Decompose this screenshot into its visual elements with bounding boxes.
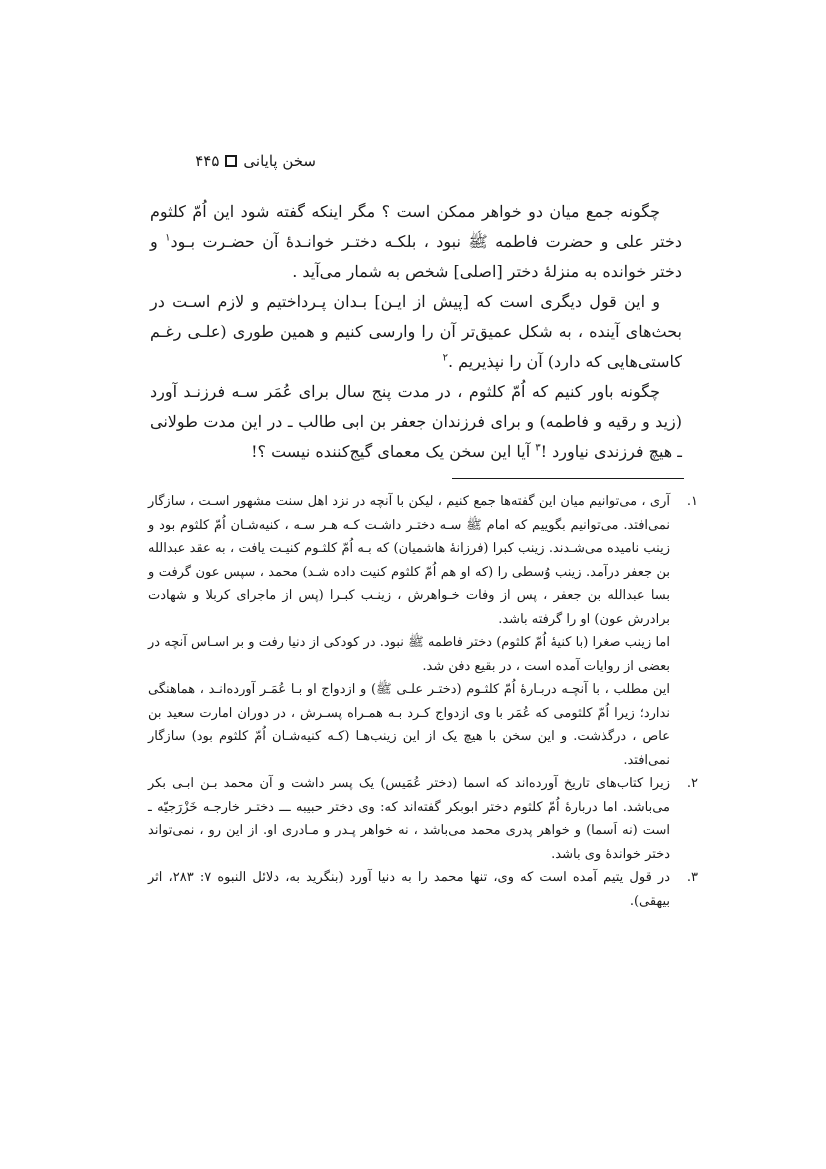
paragraph-1-text: چگونه جمع میان دو خواهر ممکن است ؟ مگر اینکه گفته شود این اُمّ کلثوم دختر علی و حضرت فاطمه ﷺ نبود ، بلکـه دختـر خوانـدهٔ آن حضـرت بـود (150, 202, 683, 251)
footnote-1-continuation-a: اما زینب صغرا (با کنیهٔ اُمّ کلثوم) دختر فاطمه ﷺ نبود. در کودکی از دنیا رفت و بر اسـاس آنچه در بعضی از روایات آمده است ، در بقیع دفن شد. (148, 635, 670, 674)
header-title: سخن پایانی (243, 152, 316, 170)
paragraph-1-end: و دختر خوانده به منزلهٔ دختر [اصلی] شخص به شمار می‌آید . (150, 232, 682, 281)
footnote-1-continuation-b: این مطلب ، با آنچـه دربـارهٔ اُمّ کلثـوم (دختـر علـی ﷺ) و ازدواج او بـا عُمَـر آورده‌انـد ، هماهنگی ندارد؛ زیرا اُمّ کلثومی که عُمَر با وی ازدواج کـرد بـه همـراه پسـرش ، در دوران امارت سعید بن عاص ، درگذشت. و این سخن با هیچ یک از این زینب‌هـا (کـه کنیه‌شـان اُمّ کلثوم بود) سازگار نمی‌افتد. (148, 682, 670, 768)
paragraph-1 (150, 197, 682, 287)
square-icon (225, 155, 237, 167)
footnote-3-number: ۳. (686, 870, 698, 885)
footnote-ref-2: ۲ (442, 352, 448, 364)
footnote-2-number: ۲. (686, 776, 698, 791)
paragraph-2-text: و این قول دیگری است که [پیش از ایـن] بـدان پـرداختیم و لازم اسـت در بحث‌های آینده ، به شکل عمیق‌تر آن را وارسی کنیم و همین طوری (علـی رغـم کاستی‌هایی که دارد) آن را نپذیریم . (150, 292, 682, 371)
footnote-separator (452, 478, 684, 479)
footnotes (148, 490, 698, 913)
paragraph-3 (150, 377, 682, 467)
paragraph-2 (150, 287, 682, 377)
running-header (156, 150, 316, 172)
paragraph-3-end: آیا این سخن یک معمای گیج‌کننده نیست ؟! (251, 442, 536, 461)
footnote-ref-1: ۱ (165, 232, 171, 244)
footnote-2 (148, 772, 698, 866)
page-number: ۴۴۵ (195, 152, 220, 170)
footnote-2-text: زیرا کتاب‌های تاریخ آورده‌اند که اسما (دختر عُمَیس) یک پسر داشت و آن محمد بـن ابـی بکر می‌باشد. اما دربارهٔ اُمّ کلثوم دختر ابوبکر گفته‌اند که: وی دختر حبیبه ـــ دختـر خارجـه خَزْرَجیّه ـ است (نه اَسما) و خواهر پدری محمد می‌باشد ، نه خواهر پـدر و مـادری او. از این رو ، نمی‌تواند دختر خواندهٔ وی باشد. (148, 776, 670, 862)
footnote-1-number: ۱. (686, 494, 698, 509)
footnote-3 (148, 866, 698, 913)
footnote-ref-3: ۳ (535, 442, 541, 454)
main-text (150, 197, 682, 467)
paragraph-3-text: چگونه باور کنیم که اُمّ کلثوم ، در مدت پنج سال برای عُمَر سـه فرزنـد آورد (زید و رقیه و فاطمه) و برای فرزندان جعفر بن ابی طالب ـ در این مدت طولانی ـ هیچ فرزندی نیاورد ! (150, 382, 682, 461)
footnote-1-text: آری ، می‌توانیم میان این گفته‌ها جمع کنیم ، لیکن با آنچه در نزد اهل سنت مشهور اسـت ، سازگار نمی‌افتد. می‌توانیم بگوییم که امام ﷺ سـه دختـر داشـت کـه هـر سـه ، کنیه‌شـان اُمّ کلثوم بود و زینب نامیده می‌شـدند. زینب کبرا (فرزانهٔ هاشمیان) که بـه اُمّ کلثـوم کنیـت یافت ، به عقد عبدالله بن جعفر درآمد. زینب وُسطی را (که او هم اُمّ کلثوم کنیت داده شـد) محمد ، سپس عون گرفت و بسا عبدالله بن جعفر ، پس از وفات خـواهرش ، زینـب کبـرا (پس از ماجرای کربلا و شهادت برادرش عون) او را گرفته باشد. (148, 494, 670, 627)
footnote-1 (148, 490, 698, 631)
footnote-3-text: در قول یتیم آمده است که وی، تنها محمد را به دنیا آورد (بنگرید به، دلائل النبوه ۷: ۲۸۳، اثر بیهقی). (148, 870, 670, 909)
